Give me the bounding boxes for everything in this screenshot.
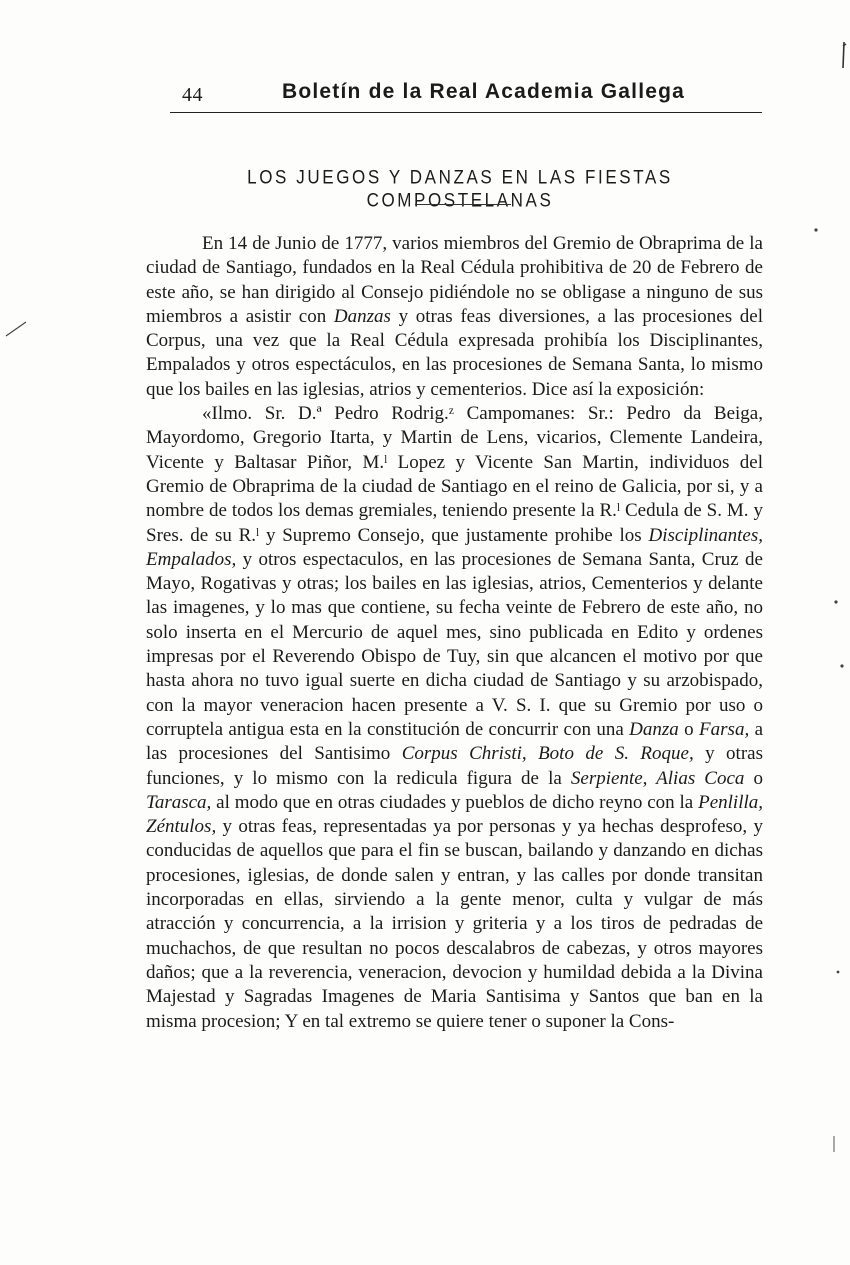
page-header (170, 76, 760, 110)
running-title: Boletín de la Real Academia Gallega (282, 80, 686, 103)
text-run: y otras feas, representadas ya por personas y ya hechas desprofeso, y conducidas de aquellos que para el fin se buscan, bailando y danzando en dichas procesiones, iglesias, de donde salen y entran, y las calles por donde transitan incorporadas en ellas, sirviendo a la gente menor, culta y vulgar de más atracción y concurrencia, a la irrision y griteria y a los tiros de pedradas de muchachos, de que resultan no pocos descalabros de cabezas, y otros mayores daños; que a la reverencia, veneracion, devocion y humildad debida a la Divina Majestad y Sagradas Imagenes de Maria Santisima y Santos que ban en la misma procesion; Y en tal extremo se quiere tener o suponer la Cons- (146, 816, 763, 1032)
page-number: 44 (182, 84, 203, 106)
paragraph-petition (146, 402, 763, 1034)
italic-term: Farsa, (699, 718, 750, 740)
italic-term: Danzas (333, 305, 391, 327)
italic-term: Tarasca, (146, 791, 212, 813)
italic-term: Serpiente, Alias Coca (570, 767, 745, 789)
edge-mark-top (838, 40, 848, 70)
text-run: o (678, 718, 700, 740)
paragraph-intro (146, 232, 763, 402)
italic-term: Danza (629, 718, 679, 740)
text-run: y otros espectaculos, en las procesiones de Semana Santa, Cruz de Mayo, Rogativas y otras; los bailes en las iglesias, atrios, Cementerios y delante las imagenes, y lo mas que contiene, su fecha veinte de Febrero de este año, no solo inserta en el Mercurio de aquel mes, sino publicada en Edito y ordenes impresas por el Reverendo Obispo de Tuy, sin que alcancen el motivo por que hasta ahora no tuvo igual suerte en dicha ciudad de Santiago y su arzobispado, con la mayor veneracion hacen presente a V. S. I. que su Gremio por uso o corruptela antigua esta en la constitución de concurrir con una (146, 548, 763, 740)
article-title: LOS JUEGOS Y DANZAS EN LAS FIESTAS COMPOSTELANAS (247, 166, 673, 211)
text-run: En 14 de Junio de 1777, varios miembros del Gremio de Obraprima de la ciudad de Santiago, fundados en la Real Cédula prohibitiva de 20 de Febrero de este año, se han dirigido al Consejo pidiéndole no se obligase a ninguno de sus miembros a asistir con (146, 233, 763, 327)
text-run: a las procesiones del Santisimo (146, 718, 764, 765)
text-run: y otras funciones, y lo mismo con la redicula figura de la (146, 743, 763, 789)
italic-term: Disciplinantes, Empalados, (146, 524, 763, 570)
text-run: y otras feas diversiones, a las procesiones del Corpus, una vez que la Real Cédula expresada prohibía los Disciplinantes, Empalados y otros espectáculos, en las procesiones de Semana Santa, lo mismo que los bailes en las iglesias, atrios y cementerios. Dice así la exposición: (146, 305, 763, 400)
header-rule (170, 112, 762, 113)
text-run: al modo que en otras ciudades y pueblos de dicho reyno con la (211, 791, 699, 813)
text-run: o (744, 767, 764, 789)
speck-3 (838, 662, 846, 670)
italic-term: Penlilla, Zéntulos, (146, 791, 763, 838)
speck-2 (832, 598, 840, 606)
speck-5 (830, 1134, 838, 1154)
italic-term: Corpus Christi, Boto de S. Roque, (401, 743, 694, 765)
title-rule (415, 204, 511, 205)
speck-4 (834, 968, 842, 976)
margin-pen-stroke (4, 318, 28, 338)
article-body (146, 232, 763, 1034)
speck-1 (812, 226, 820, 234)
text-run: «Ilmo. Sr. D.ª Pedro Rodrig.ᶻ Campomanes: Sr.: Pedro da Beiga, Mayordomo, Gregorio Itarta, y Martin de Lens, vicarios, Clemente Landeira, Vicente y Baltasar Piñor, M.ˡ Lopez y Vicente San Martin, individuos del Gremio de Obraprima de la ciudad de Santiago en el reino de Galicia, por si, y a nombre de todos los demas gremiales, teniendo presente la R.ˡ Cedula de S. M. y Sres. de su R.ˡ y Supremo Consejo, que justamente prohibe los (146, 403, 763, 546)
